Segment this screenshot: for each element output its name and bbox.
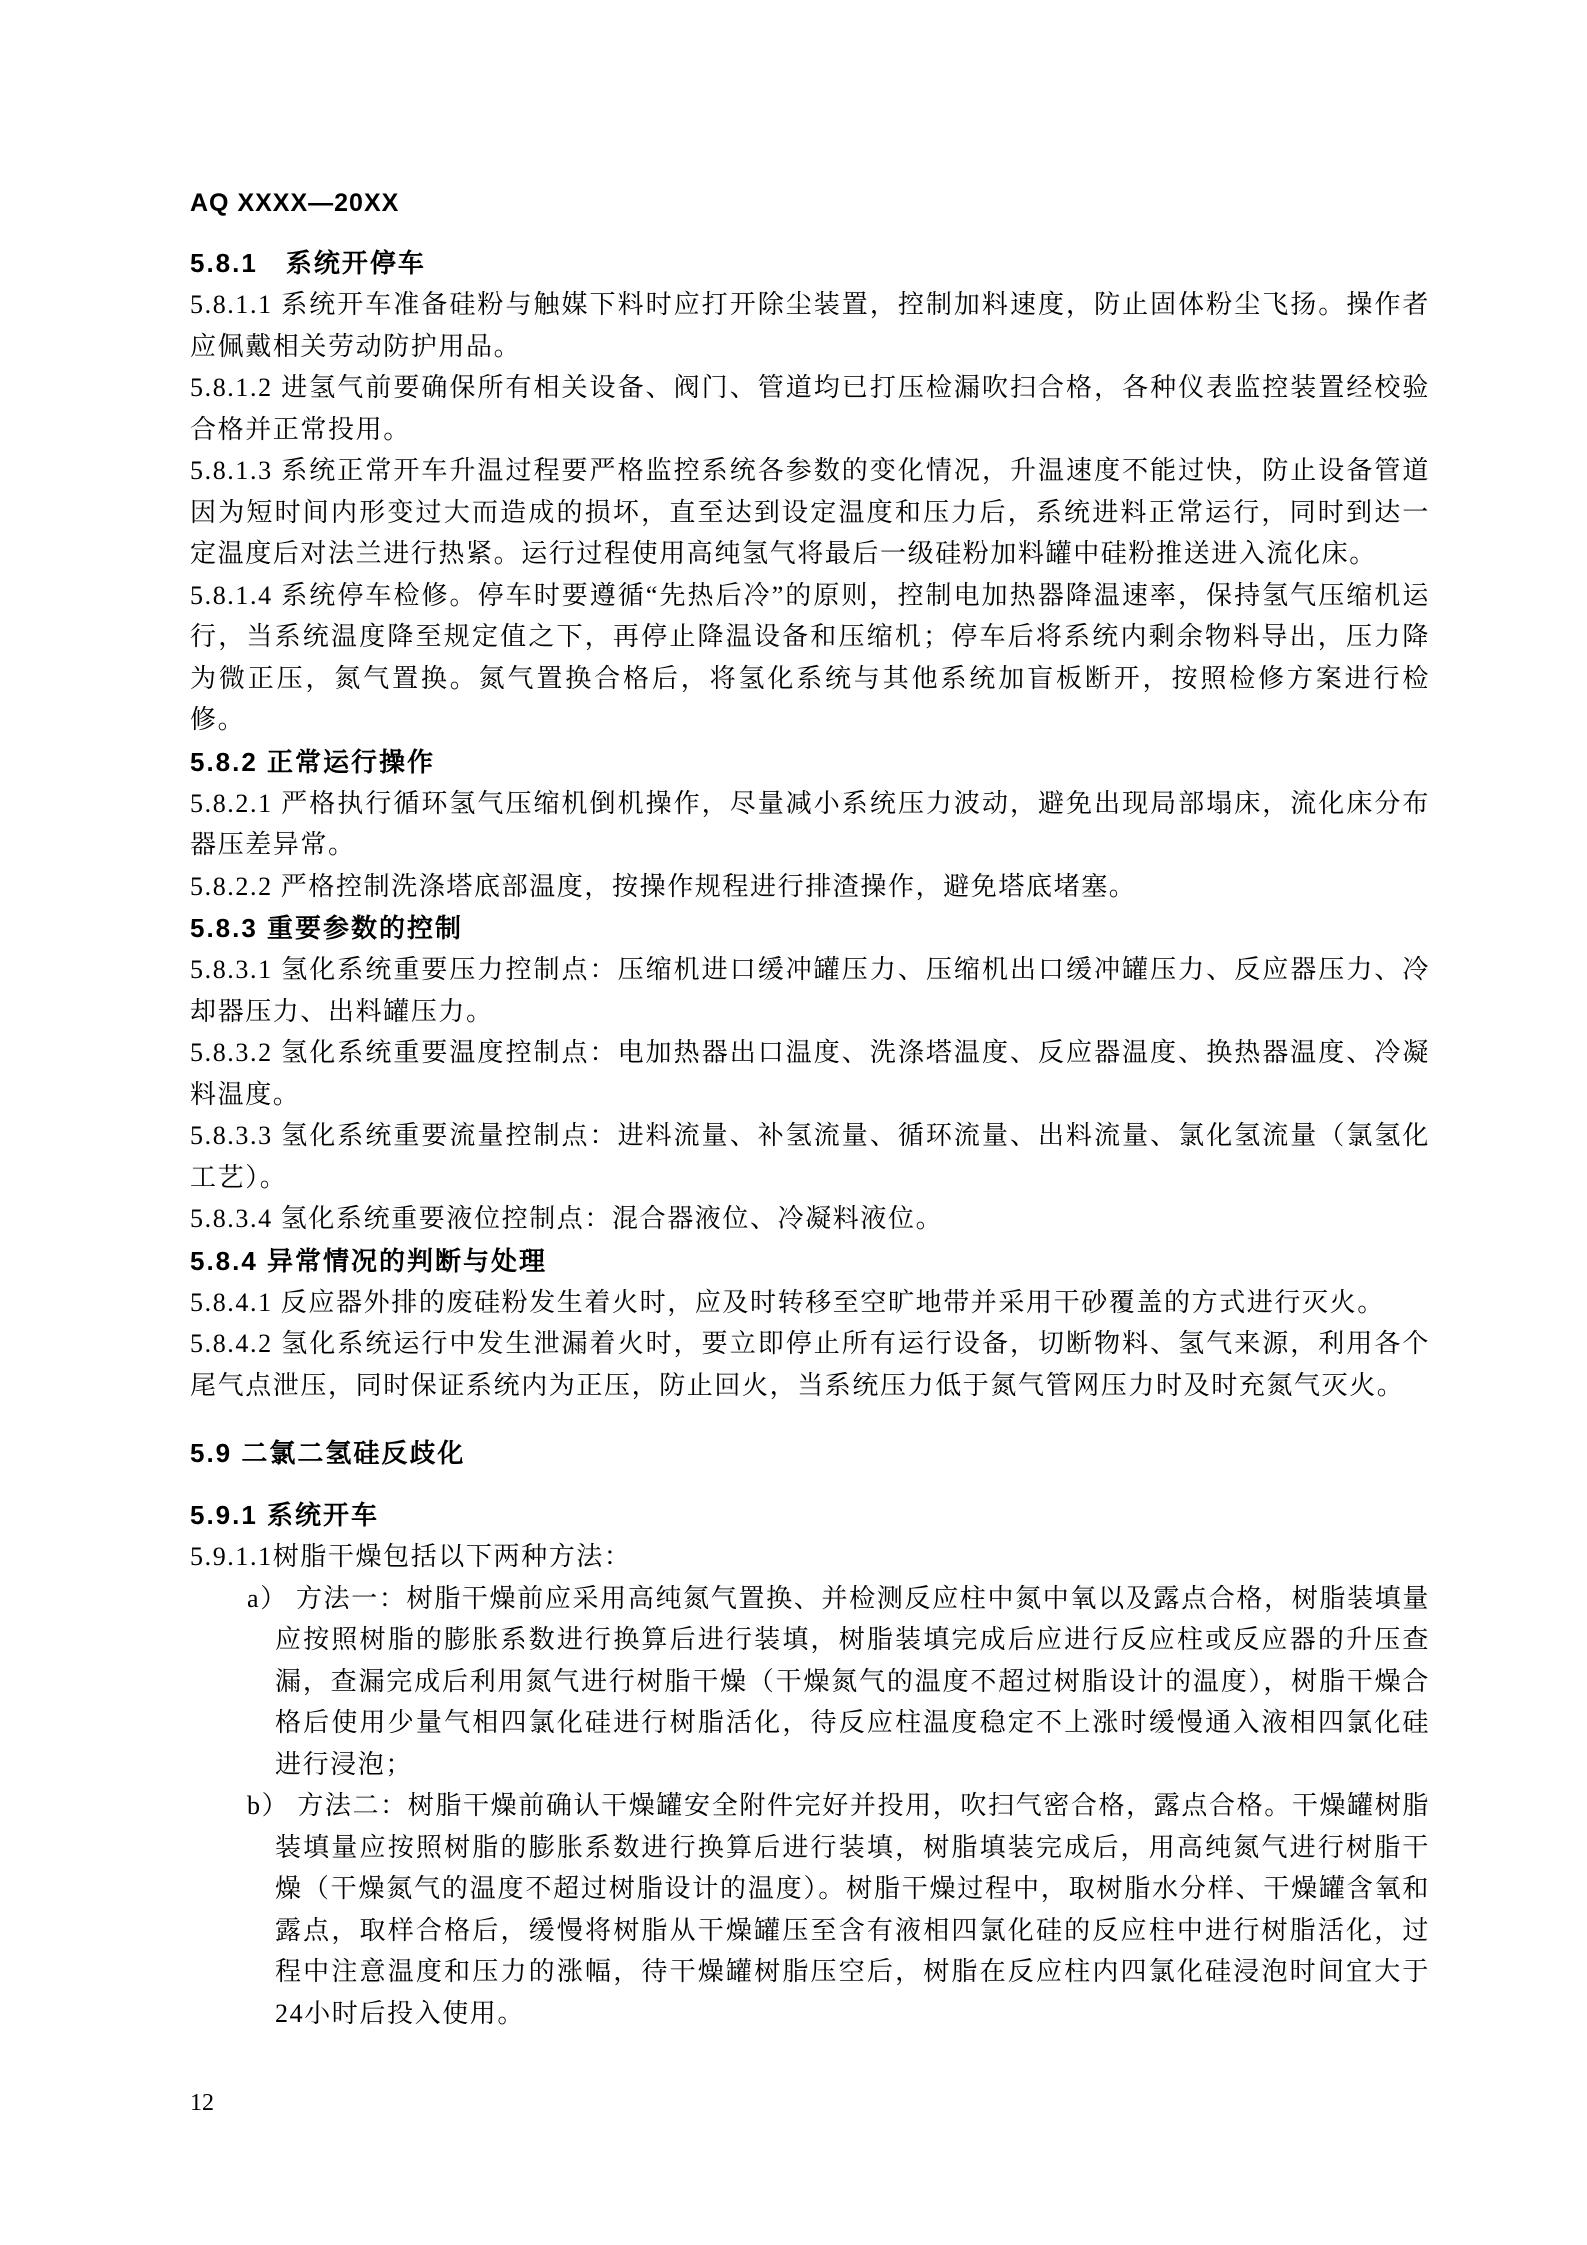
paragraph: 5.8.4.2 氢化系统运行中发生泄漏着火时，要立即停止所有运行设备，切断物料、氢气来源，利用各个尾气点泄压，同时保证系统内为正压，防止回火，当系统压力低于氮气管网压力时及时充氮气灭火。: [190, 1329, 1430, 1400]
section-heading: 5.9.1 系统开车: [190, 1500, 380, 1530]
paragraph: 5.8.3.1 氢化系统重要压力控制点：压缩机进口缓冲罐压力、压缩机出口缓冲罐压力、反应器压力、冷却器压力、出料罐压力。: [190, 955, 1430, 1026]
list-item: [190, 1578, 1430, 1786]
paragraph: 5.8.2.1 严格执行循环氢气压缩机倒机操作，尽量减小系统压力波动，避免出现局部塌床，流化床分布器压差异常。: [190, 788, 1430, 859]
list-marker: b）: [247, 1791, 290, 1820]
list-item-text: 方法一：树脂干燥前应采用高纯氮气置换、并检测反应柱中氮中氧以及露点合格，树脂装填量应按照树脂的膨胀系数进行换算后进行装填，树脂装填完成后应进行反应柱或反应器的升压查漏，查漏完成后利用氮气进行树脂干燥（干燥氮气的温度不超过树脂设计的温度），树脂干燥合格后使用少量气相四氯化硅进行树脂活化，待反应柱温度稳定不上涨时缓慢通入液相四氯化硅进行浸泡；: [275, 1583, 1430, 1779]
paragraph: 5.8.2.2 严格控制洗涤塔底部温度，按操作规程进行排渣操作，避免塔底堵塞。: [190, 871, 1137, 901]
paragraph: 5.8.4.1 反应器外排的废硅粉发生着火时，应及时转移至空旷地带并采用干砂覆盖的方式进行灭火。: [190, 1287, 1385, 1317]
paragraph: 5.8.3.3 氢化系统重要流量控制点：进料流量、补氢流量、循环流量、出料流量、氯化氢流量（氯氢化工艺）。: [190, 1121, 1430, 1192]
page-number: 12: [190, 2090, 214, 2116]
section-heading: 5.8.3 重要参数的控制: [190, 913, 464, 943]
paragraph: 5.8.1.1 系统开车准备硅粉与触媒下料时应打开除尘装置，控制加料速度，防止固体粉尘飞扬。操作者应佩戴相关劳动防护用品。: [190, 290, 1430, 361]
list-marker: a）: [247, 1583, 288, 1613]
paragraph: 5.8.3.2 氢化系统重要温度控制点：电加热器出口温度、洗涤塔温度、反应器温度、换热器温度、冷凝料温度。: [190, 1038, 1430, 1109]
section-heading: 5.8.2 正常运行操作: [190, 746, 436, 777]
paragraph: 5.8.1.3 系统正常开车升温过程要严格监控系统各参数的变化情况，升温速度不能过快，防止设备管道因为短时间内形变过大而造成的损坏，直至达到设定温度和压力后，系统进料正常运行，同时到达一定温度后对法兰进行热紧。运行过程使用高纯氢气将最后一级硅粉加料罐中硅粉推送进入流化床。: [190, 456, 1430, 568]
paragraph: 5.8.3.4 氢化系统重要液位控制点：混合器液位、冷凝料液位。: [190, 1204, 944, 1233]
section-heading: 5.9 二氯二氢硅反歧化: [190, 1438, 466, 1468]
document-body: [190, 242, 1430, 2034]
paragraph: 5.9.1.1树脂干燥包括以下两种方法：: [190, 1542, 632, 1571]
section-heading: 5.8.1 系统开停车: [190, 248, 426, 278]
paragraph: 5.8.1.2 进氢气前要确保所有相关设备、阀门、管道均已打压检漏吹扫合格，各种仪表监控装置经校验合格并正常投用。: [190, 373, 1430, 444]
section-heading: 5.8.4 异常情况的判断与处理: [190, 1245, 548, 1276]
list-item-text: 方法二：树脂干燥前确认干燥罐安全附件完好并投用，吹扫气密合格，露点合格。干燥罐树脂装填量应按照树脂的膨胀系数进行换算后进行装填，树脂填装完成后，用高纯氮气进行树脂干燥（干燥氮气的温度不超过树脂设计的温度）。树脂干燥过程中，取树脂水分样、干燥罐含氧和露点，取样合格后，缓慢将树脂从干燥罐压至含有液相四氯化硅的反应柱中进行树脂活化，过程中注意温度和压力的涨幅，待干燥罐树脂压空后，树脂在反应柱内四氯化硅浸泡时间宜大于24小时后投入使用。: [275, 1791, 1430, 2028]
paragraph: 5.8.1.4 系统停车检修。停车时要遵循“先热后冷”的原则，控制电加热器降温速率，保持氢气压缩机运行，当系统温度降至规定值之下，再停止降温设备和压缩机；停车后将系统内剩余物料导出，压力降为微正压，氮气置换。氮气置换合格后，将氢化系统与其他系统加盲板断开，按照检修方案进行检修。: [190, 580, 1430, 734]
list-item: [190, 1785, 1430, 2034]
document-code: AQ XXXX—20XX: [190, 189, 400, 217]
document-content: [190, 182, 1430, 2034]
